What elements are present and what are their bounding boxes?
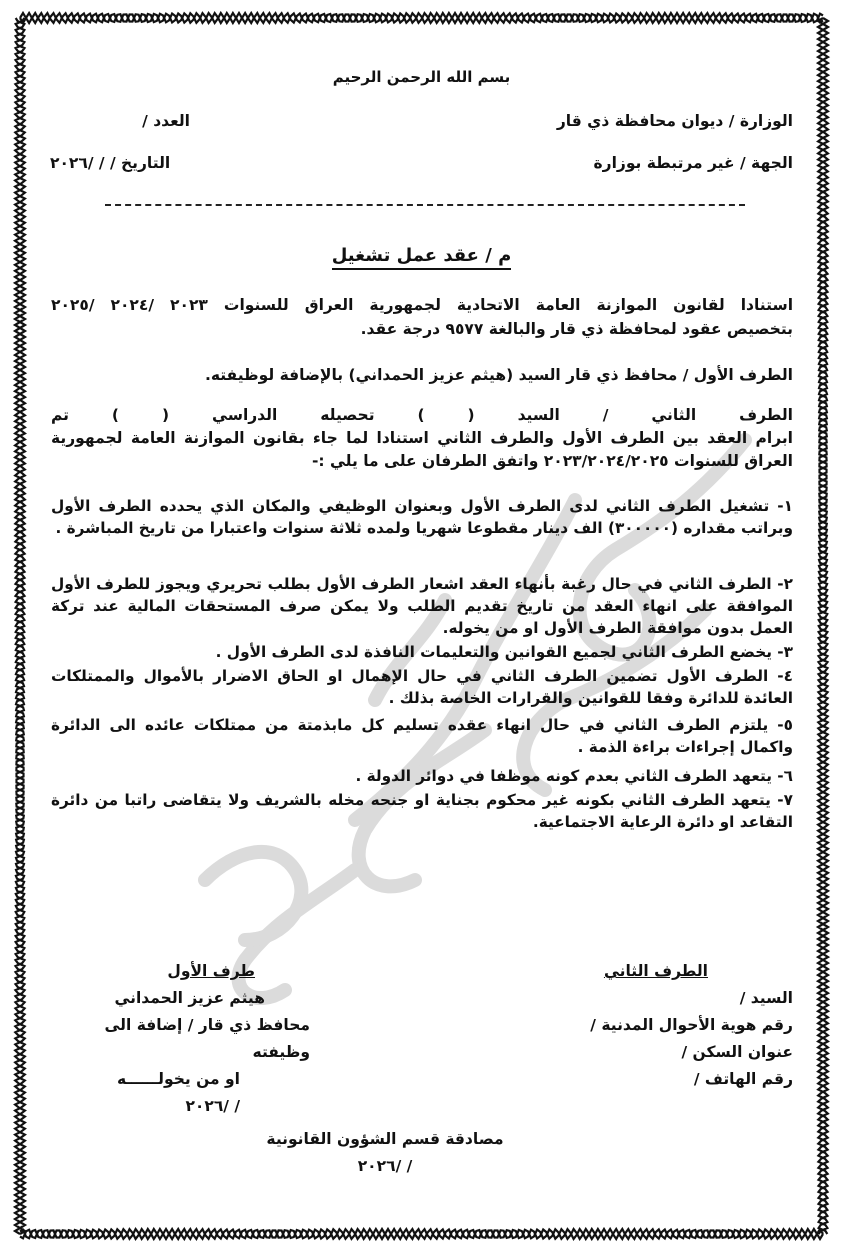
contract-title: م / عقد عمل تشغيل (45, 245, 798, 266)
second-party-name: السيد / (739, 989, 793, 1007)
first-party-delegate: او من يخولــــــه (116, 1070, 240, 1088)
approval-date: / /٢٠٢٦ (357, 1157, 413, 1175)
first-party-signature (50, 958, 310, 1120)
clause-3: ٣- يخضع الطرف الثاني لجميع القوانين والتعليمات النافذة لدى الطرف الأول . (215, 643, 793, 661)
second-party-id: رقم هوية الأحوال المدنية / (590, 1016, 793, 1034)
separator-line (105, 204, 745, 206)
intro-line-1: استنادا لقانون الموازنة العامة الاتحادية لجمهورية العراق للسنوات ٢٠٢٣ /٢٠٢٤ /٢٠٢٥ (51, 296, 794, 314)
party-two-line-3: العراق للسنوات ٢٠٢٣/٢٠٢٤/٢٠٢٥ واتفق الطرفان على ما يلي :- (311, 452, 793, 470)
clause-1: ١- تشغيل الطرف الثاني لدى الطرف الأول وبعنوان الوظيفي والمكان الذي يحدده الطرف الأول وبراتب مقداره (٣٠٠٠٠٠) الف دينار مقطوعا شهريا ولمده ثلاثة سنوات واعتبارا من تاريخ المباشرة . (51, 497, 793, 537)
number-label: العدد / (142, 112, 190, 130)
clause-6: ٦- يتعهد الطرف الثاني بعدم كونه موظفا في دوائر الدولة . (355, 767, 793, 785)
date-label: التاريخ / / /٢٠٢٦ (50, 154, 171, 172)
clause-7: ٧- يتعهد الطرف الثاني بكونه غير محكوم بجناية او جنحه مخله بالشريف ولا يتقاضى راتبا من دائرة التقاعد او دائرة الرعاية الاجتماعية. (51, 791, 793, 831)
entity-label: الجهة / غير مرتبطة بوزارة (593, 154, 793, 172)
contract-document (45, 40, 798, 1210)
second-party-heading: الطرف الثاني (603, 962, 708, 980)
second-party-phone: رقم الهاتف / (693, 1070, 793, 1088)
legal-affairs-watermark (145, 400, 795, 1020)
party-one: الطرف الأول / محافظ ذي قار السيد (هيثم عزيز الحمداني) بالإضافة لوظيفته. (204, 366, 793, 384)
first-party-name: هيثم عزيز الحمداني (114, 989, 265, 1007)
basmala: بسم الله الرحمن الرحيم (332, 68, 511, 86)
legal-affairs-approval (185, 1126, 585, 1180)
clause-2: ٢- الطرف الثاني في حال رغبة بأنهاء العقد اشعار الطرف الأول بطلب تحريري ويجوز للطرف الأول الموافقة على انهاء العقد من تاريخ تقديم الطلب ولا يمكن صرف المستحقات المالية عند تركة العمل بدون موافقة الطرف الأول او من يخوله. (51, 575, 793, 637)
first-party-role: محافظ ذي قار / إضافة الى وظيفته (104, 1016, 310, 1061)
intro-line-2: بتخصيص عقود لمحافظة ذي قار والبالغة ٩٥٧٧ درجة عقد. (360, 320, 793, 338)
second-party-address: عنوان السكن / (681, 1043, 793, 1061)
first-party-date: / /٢٠٢٦ (185, 1097, 240, 1115)
first-party-heading: طرف الأول (167, 962, 255, 980)
clause-5: ٥- يلتزم الطرف الثاني في حال انهاء عقده تسليم كل مابذمتة من ممتلكات عائده الى الدائرة واكمال إجراءات براءة الذمة . (51, 716, 793, 756)
ministry-label: الوزارة / ديوان محافظة ذي قار (556, 112, 793, 130)
approval-label: مصادقة قسم الشؤون القانونية (266, 1130, 504, 1148)
party-two-line-1: الطرف الثاني / السيد ( ) تحصيله الدراسي ( ) تم (51, 406, 793, 424)
clause-4: ٤- الطرف الأول تضمين الطرف الثاني في حال الإهمال او الحاق الاضرار بالأموال والممتلكات العائدة للدائرة وفقا للقوانين والقرارات الخاصة بذلك . (51, 667, 793, 707)
second-party-signature (590, 958, 793, 1093)
party-two-line-2: ابرام العقد بين الطرف الأول والطرف الثاني استنادا لما جاء بقانون الموازنة العامة لجمهورية (51, 429, 793, 447)
